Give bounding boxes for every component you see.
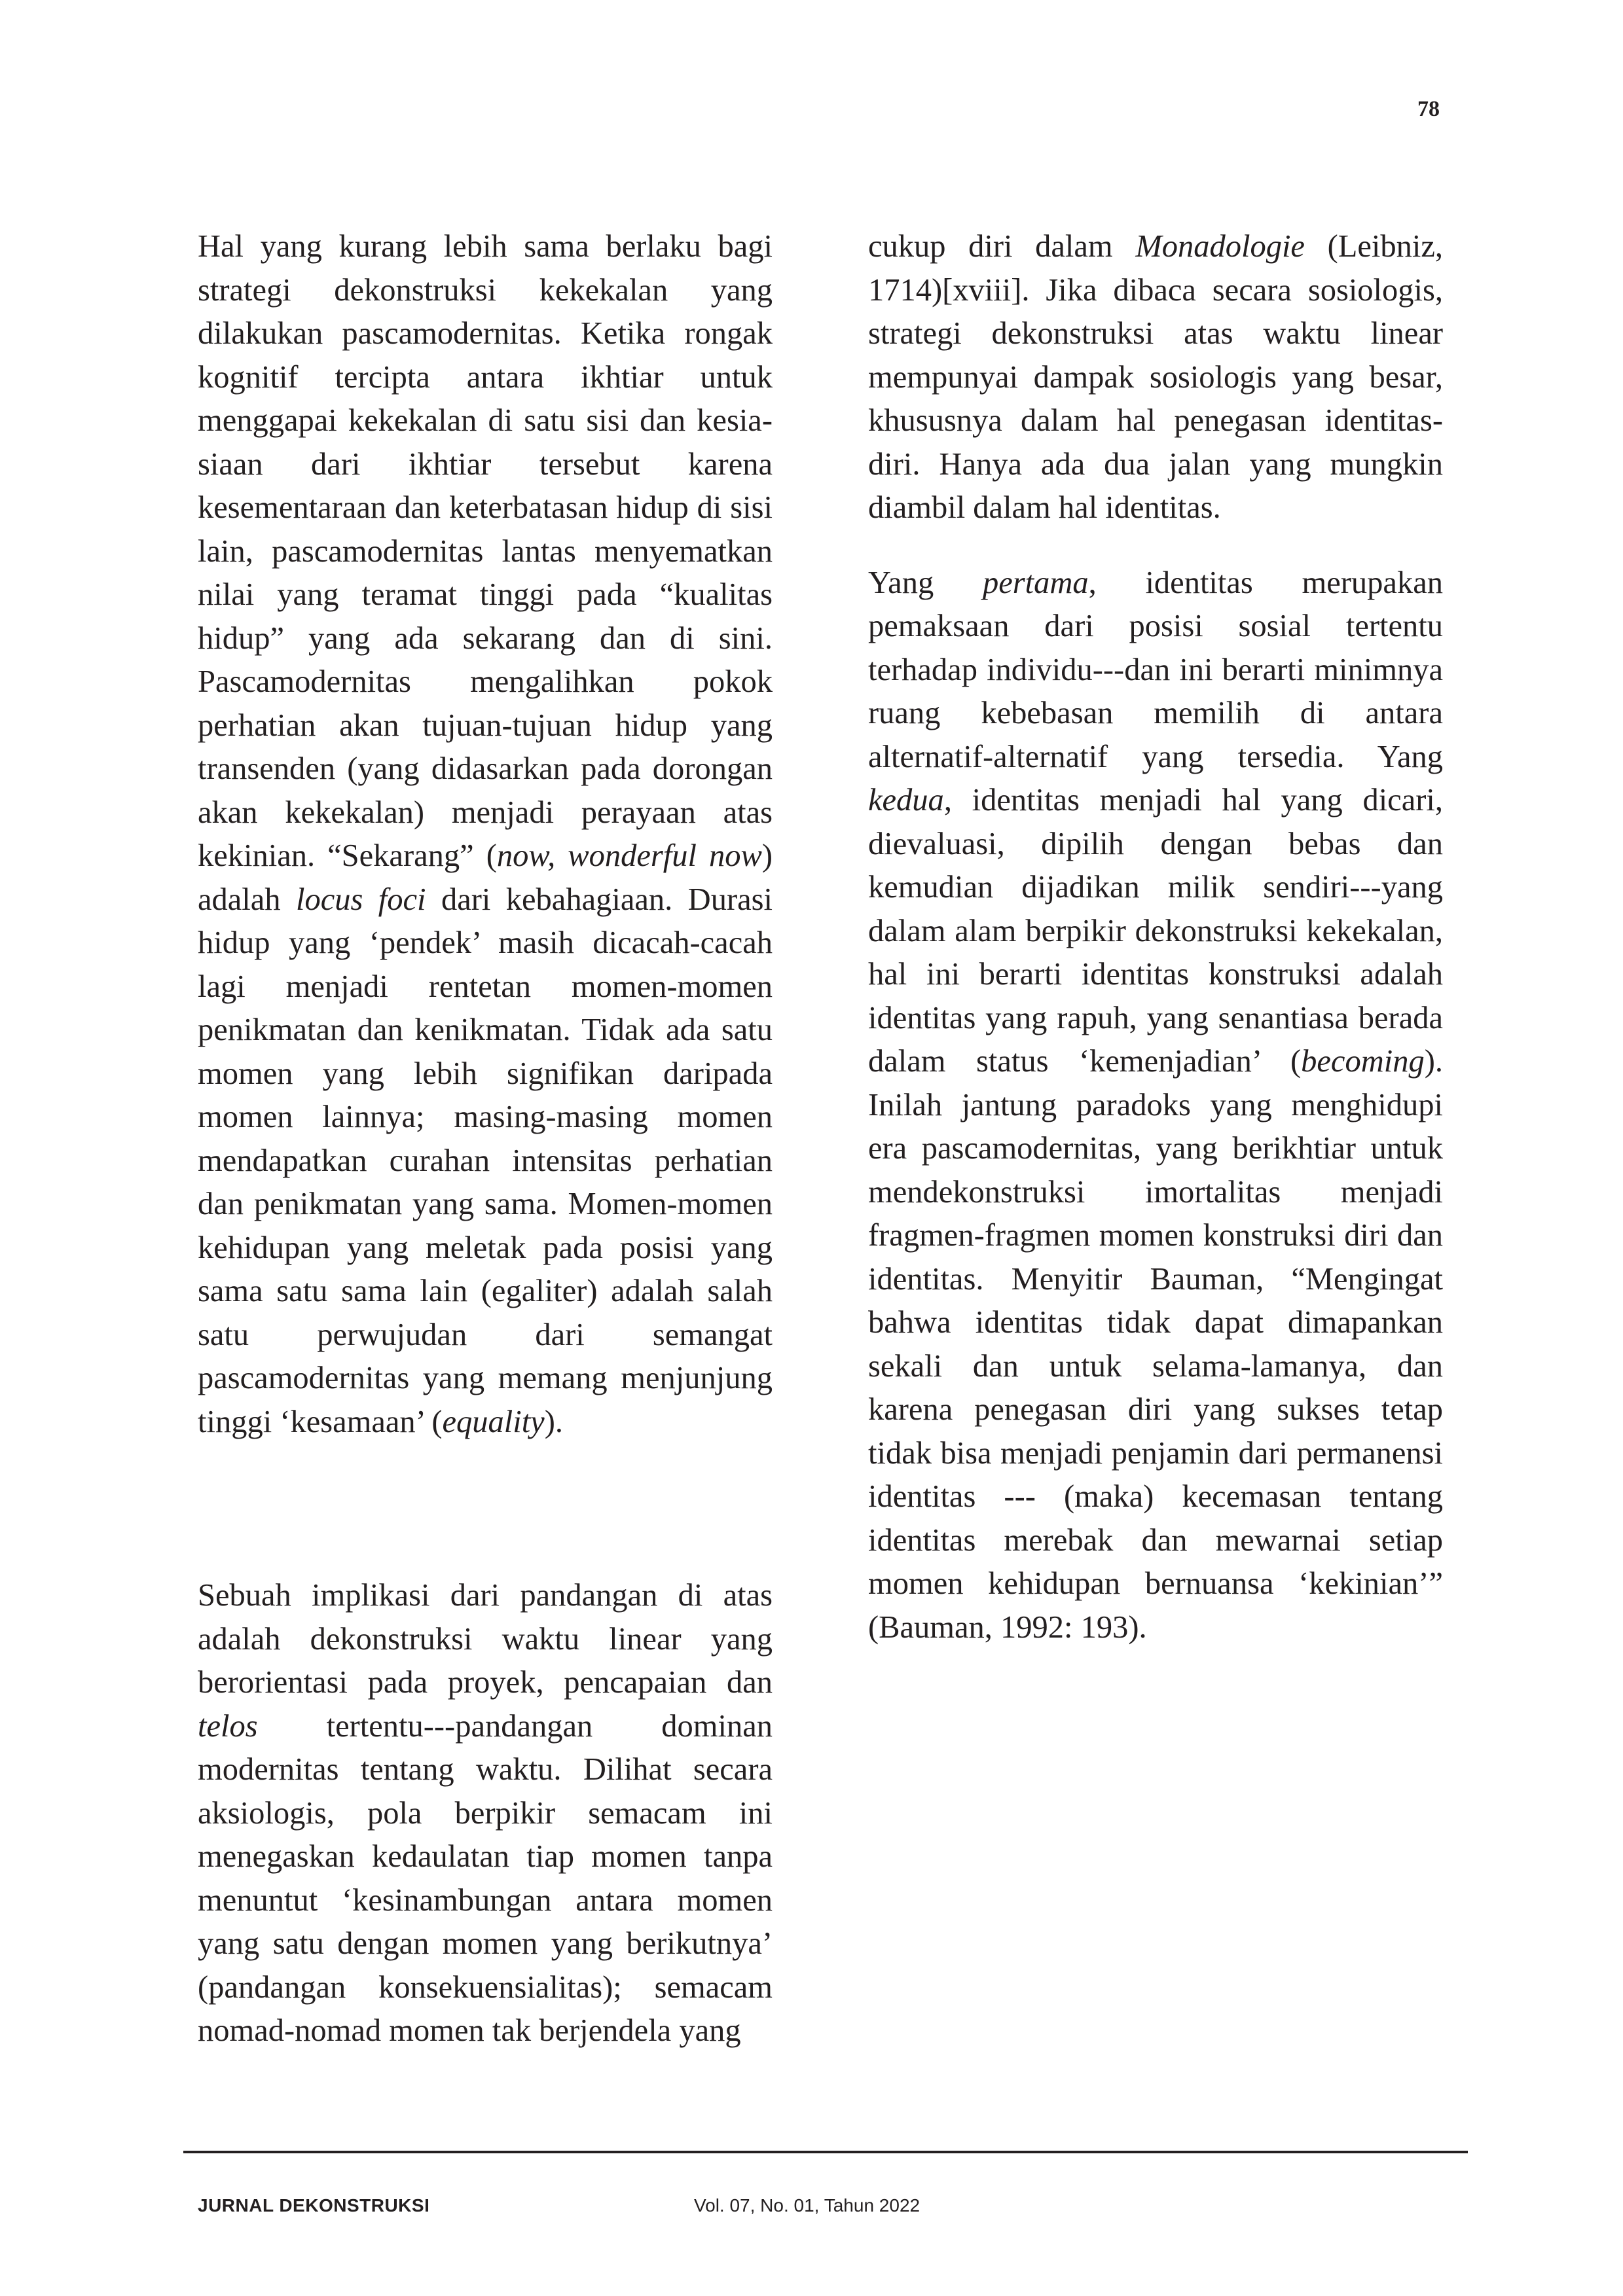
text-run: Sebuah implikasi dari pandangan di atas adalah dekonstruksi waktu linear yang berorientasi pada proyek, pencapaian dan [198,1578,773,1700]
italic-term: telos [198,1708,258,1744]
right-column [868,225,1443,1649]
page-number: 78 [1417,97,1440,121]
italic-term: becoming [1301,1044,1425,1079]
text-run: Yang [868,565,983,600]
left-column [198,225,773,2053]
italic-term: pertama [982,565,1089,600]
body-paragraph [868,225,1443,530]
footer-journal-name: JURNAL DEKONSTRUKSI [198,2195,430,2215]
text-run: dari kebahagiaan. Durasi hidup yang ‘pendek’ masih dicacah-cacah lagi menjadi rentetan momen-momen penikmatan dan kenikmatan. Tidak ada satu momen yang lebih signifikan daripada momen lainnya; masing-masing momen mendapatkan curahan intensitas perhatian dan penikmatan yang sama. Momen-momen kehidupan yang meletak pada posisi yang sama satu sama lain (egaliter) adalah salah satu perwujudan dari semangat pascamodernitas yang memang menjunjung tinggi ‘kesamaan’ ( [198,882,773,1439]
footer-volume-info: Vol. 07, No. 01, Tahun 2022 [694,2195,921,2215]
italic-term: equality [442,1404,545,1439]
text-run: Hal yang kurang lebih sama berlaku bagi strategi dekonstruksi kekekalan yang dilakukan pascamodernitas. Ketika rongak kognitif tercipta antara ikhtiar untuk menggapai kekekalan di satu sisi dan kesia-siaan dari ikhtiar tersebut karena kesementaraan dan keterbatasan hidup di sisi lain, pascamodernitas lantas menyematkan nilai yang teramat tinggi pada “kualitas hidup” yang ada sekarang dan di sini. Pascamodernitas mengalihkan pokok perhatian akan tujuan-tujuan hidup yang transenden (yang didasarkan pada dorongan akan kekekalan) menjadi perayaan atas kekinian. “Sekarang” ( [198,229,773,873]
text-run: ). Inilah jantung paradoks yang menghidupi era pascamodernitas, yang berikhtiar untuk mendekonstruksi imortalitas menjadi fragmen-fragmen momen konstruksi diri dan identitas. Menyitir Bauman, “Mengingat bahwa identitas tidak dapat dimapankan sekali dan untuk selama-lamanya, dan karena penegasan diri yang sukses tetap tidak bisa menjadi penjamin dari permanensi identitas --- (maka) kecemasan tentang identitas merebak dan mewarnai setiap momen kehidupan bernuansa ‘kekinian’” (Bauman, 1992: 193). [868,1044,1443,1645]
body-paragraph [198,225,773,1444]
text-run: tertentu---pandangan dominan modernitas tentang waktu. Dilihat secara aksiologis, pola berpikir semacam ini menegaskan kedaulatan tiap momen tanpa menuntut ‘kesinambungan antara momen yang satu dengan momen yang berikutnya’ (pandangan konsekuensialitas); semacam nomad-nomad momen tak berjendela yang [198,1708,773,2048]
text-run: ). [544,1404,563,1439]
text-run: cukup diri dalam [868,229,1136,264]
body-paragraph [198,1574,773,2053]
italic-term: now, wonderful now [496,838,762,873]
text-run: , identitas merupakan pemaksaan dari posisi sosial tertentu terhadap individu---dan ini berarti minimnya ruang kebebasan memilih di antara alternatif-alternatif yang tersedia. Yang [868,565,1443,774]
footer-divider [183,2151,1468,2153]
italic-term: kedua [868,783,944,817]
italic-term: Monadologie [1135,229,1305,264]
text-run: , identitas menjadi hal yang dicari, dievaluasi, dipilih dengan bebas dan kemudian dijadikan milik sendiri---yang dalam alam berpikir dekonstruksi kekekalan, hal ini berarti identitas konstruksi adalah identitas yang rapuh, yang senantiasa berada dalam status ‘kemenjadian’ ( [868,783,1443,1079]
italic-term: locus foci [295,882,426,917]
text-run: ) adalah [198,838,773,917]
body-paragraph [868,562,1443,1650]
text-run: (Leibniz, 1714)[xviii]. Jika dibaca secara sosiologis, strategi dekonstruksi atas waktu linear mempunyai dampak sosiologis yang besar, khususnya dalam hal penegasan identitas-diri. Hanya ada dua jalan yang mungkin diambil dalam hal identitas. [868,229,1443,525]
